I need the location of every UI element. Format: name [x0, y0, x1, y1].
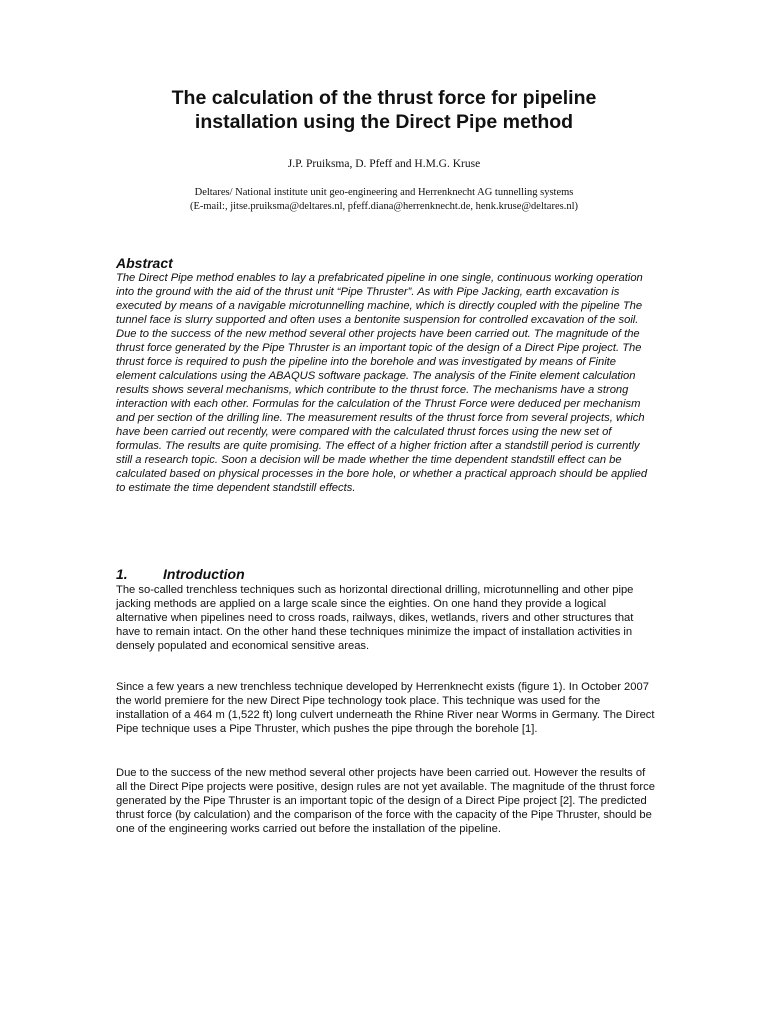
intro-paragraph-1: The so-called trenchless techniques such as horizontal directional drilling, microtunnelling and other pipe jacking methods are applied on a large scale since the eighties. On one hand they provide a logical alternative when pipelines need to cross roads, railways, dikes, wetlands, rivers and other structures that have to remain intact. On the other hand these techniques minimize the impact of installation activities in densely populated and economical sensitive areas. [116, 584, 634, 652]
affiliation-text: Deltares/ National institute unit geo-engineering and Herrenknecht AG tunnelling systems [194, 187, 574, 198]
intro-paragraph-3: Due to the success of the new method several other projects have been carried out. However the results of all the Direct Pipe projects were positive, design rules are not yet available. The magnitude of the thrust force generated by the Pipe Thruster is an important topic of the design of a Direct Pipe project [2]. The predicted thrust force (by calculation) and the comparison of the force with the capacity of the Pipe Thruster, should be one of the engineering works carried out before the installation of the pipeline. [116, 767, 655, 835]
section-number: 1. [116, 566, 128, 582]
section-title: Introduction [163, 566, 245, 582]
introduction-heading [116, 566, 245, 582]
title-line-2: installation using the Direct Pipe method [194, 111, 574, 133]
intro-paragraph-2: Since a few years a new trenchless technique developed by Herrenknecht exists (figure 1). In October 2007 the world premiere for the new Direct Pipe technology took place. This technique was used for the installation of a 464 m (1,522 ft) long culvert underneath the Rhine River near Worms in Germany. The Direct Pipe technique uses a Pipe Thruster, which pushes the pipe through the borehole [1]. [116, 681, 655, 735]
title-line-1: The calculation of the thrust force for pipeline [171, 87, 597, 109]
abstract-heading: Abstract [116, 255, 173, 271]
email-list: (E-mail:, jitse.pruiksma@deltares.nl, pfeff.diana@herrenknecht.de, henk.kruse@deltares.nl) [189, 201, 578, 212]
affiliation-block [90, 186, 678, 214]
author-list: J.P. Pruiksma, D. Pfeff and H.M.G. Kruse [287, 158, 481, 170]
abstract-text: The Direct Pipe method enables to lay a prefabricated pipeline in one single, continuous working operation into the ground with the aid of the thrust unit “Pipe Thruster”. As with Pipe Jacking, earth excavation is executed by means of a navigable microtunnelling machine, which is directly coupled with the pipeline The tunnel face is slurry supported and often uses a bentonite suspension for controlled excavation of the soil. Due to the success of the new method several other projects have been carried out. The magnitude of the thrust force generated by the Pipe Thruster is an important topic of the design of a Direct Pipe project. The thrust force is required to push the pipeline into the borehole and was investigated by means of Finite element calculations using the ABAQUS software package. The analysis of the Finite element calculation results shows several mechanisms, which contribute to the thrust force. The mechanisms have a strong interaction with each other. Formulas for the calculation of the Thrust Force were deduced per mechanism and per section of the drilling line. The measurement results of the thrust force from several projects, which have been carried out recently, were compared with the calculated thrust forces using the new set of formulas. The results are quite promising. The effect of a higher friction after a standstill period is currently still a research topic. Soon a decision will be made whether the time dependent standstill effect can be calculated based on physical processes in the bore hole, or whether a practical approach should be applied to estimate the time dependent standstill effects. [116, 272, 648, 494]
paper-title [100, 86, 668, 134]
